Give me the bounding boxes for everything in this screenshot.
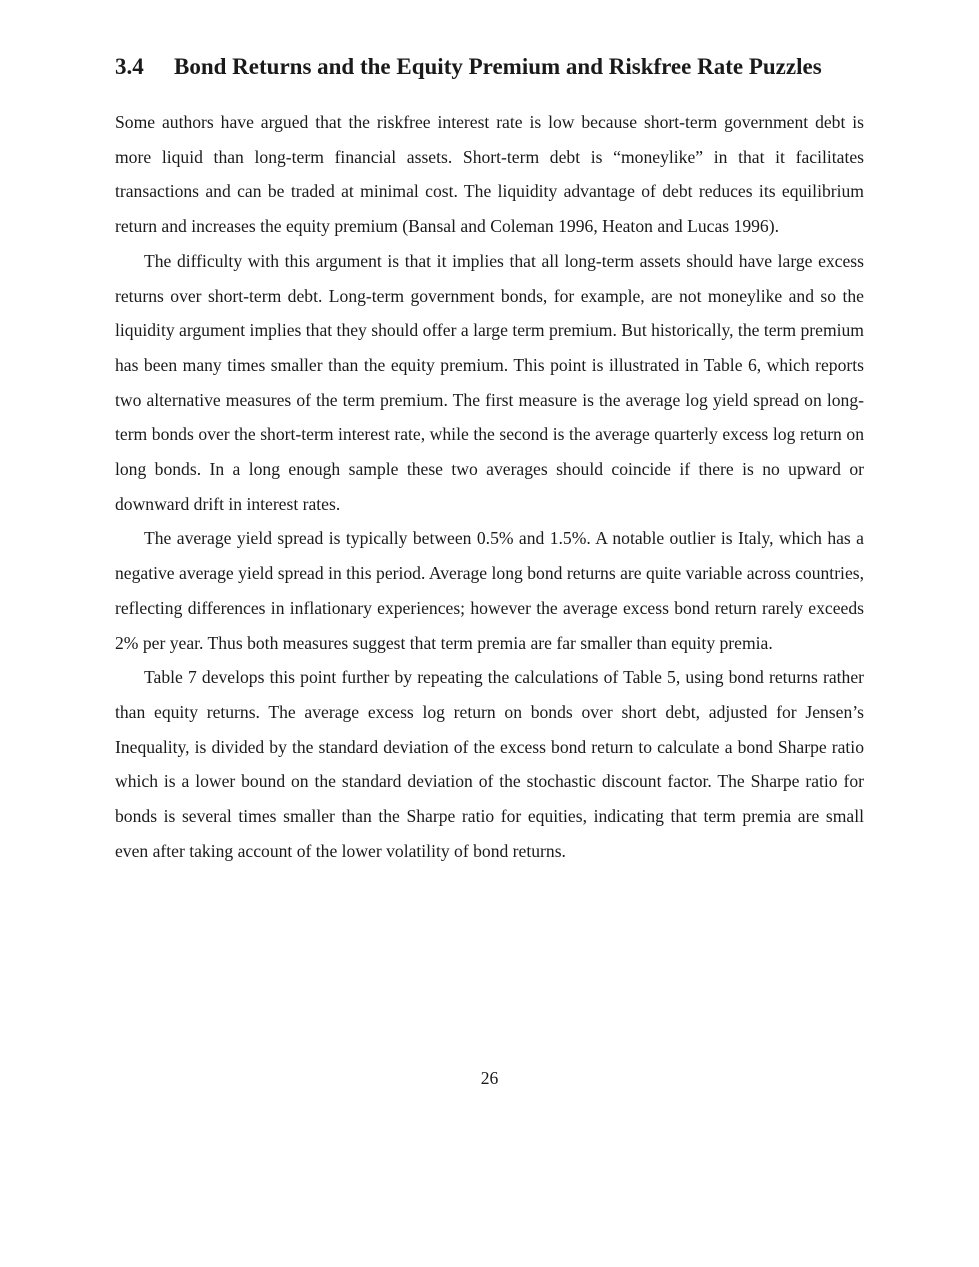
paragraph-term-premium: The difficulty with this argument is that it implies that all long-term assets should have large excess returns over short-term debt. Long-term government bonds, for example, are not moneylike and so the liquidity argument implies that they should offer a large term premium. But historically, the term premium has been many times smaller than the equity premium. This point is illustrated in Table 6, which reports two alternative measures of the term premium. The first measure is the average log yield spread on long-term bonds over the short-term interest rate, while the second is the average quarterly excess log return on long bonds. In a long enough sample these two averages should coincide if there is no upward or downward drift in interest rates. bbox=[115, 250, 864, 514]
page-content bbox=[115, 52, 864, 868]
section-title: Bond Returns and the Equity Premium and Riskfree Rate Puzzles bbox=[174, 54, 822, 79]
section-heading bbox=[115, 52, 864, 81]
page-number: 26 bbox=[480, 1068, 499, 1088]
paragraph-yield-spread: The average yield spread is typically between 0.5% and 1.5%. A notable outlier is Italy, which has a negative average yield spread in this period. Average long bond returns are quite variable across countries, reflecting differences in inflationary experiences; however the average excess bond return rarely exceeds 2% per year. Thus both measures suggest that term premia are far smaller than equity premia. bbox=[115, 528, 864, 653]
paragraph-liquidity-argument: Some authors have argued that the riskfree interest rate is low because short-term government debt is more liquid than long-term financial assets. Short-term debt is “moneylike” in that it facilitates transactions and can be traded at minimal cost. The liquidity advantage of debt reduces its equilibrium return and increases the equity premium (Bansal and Coleman 1996, Heaton and Lucas 1996). bbox=[115, 112, 864, 237]
section-number: 3.4 bbox=[115, 54, 144, 79]
paragraph-bond-sharpe-ratio: Table 7 develops this point further by repeating the calculations of Table 5, using bond returns rather than equity returns. The average excess log return on bonds over short debt, adjusted for Jensen’s Inequality, is divided by the standard deviation of the excess bond return to calculate a bond Sharpe ratio which is a lower bound on the standard deviation of the stochastic discount factor. The Sharpe ratio for bonds is several times smaller than the Sharpe ratio for equities, indicating that term premia are small even after taking account of the lower volatility of bond returns. bbox=[115, 667, 864, 861]
